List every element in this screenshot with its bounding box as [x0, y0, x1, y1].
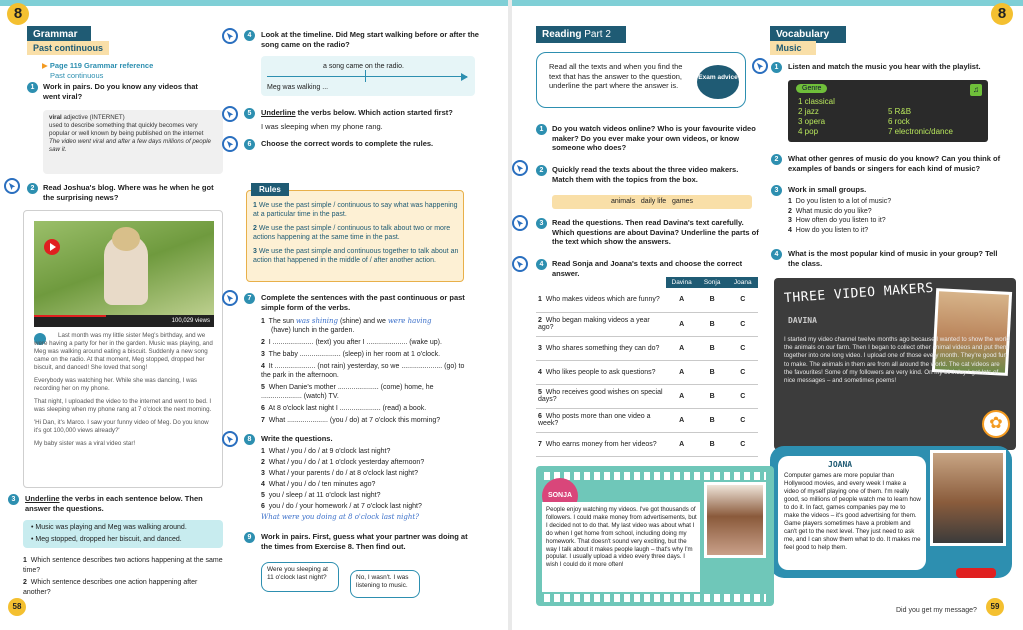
questions-table	[536, 277, 758, 457]
r3-number: 3	[536, 218, 547, 229]
section-label: Grammar	[27, 26, 91, 43]
answer-option[interactable]: B	[697, 432, 728, 456]
rules-box: Rules 1 We use the past simple / continuous to say what was happening at a particular time in the past. 2 We use the past simple / continuous to talk about two or more actions happening at the same time in the past. 3 We use the past simple and continuous together to talk about an action that happened in the middle of / after another action.	[246, 190, 464, 282]
ex3-questions: 1 Which sentence describes two actions happening at the same time? 2 Which sentence describes one action happening after another?	[23, 557, 223, 596]
exam-tip-box: Read all the texts and when you find the text that has the answer to the question, underline the part where the answer is. Exam advice	[536, 52, 746, 108]
question-row	[536, 360, 758, 384]
film-strip	[544, 594, 766, 602]
cursor-icon[interactable]	[222, 106, 238, 122]
ex3-instruction: Underline the verbs in each sentence below. Then answer the questions.	[25, 494, 203, 513]
davina-text: I started my video channel twelve months ago because I wanted to show the world the animals on our farm. Then I began to collect other animal videos and put them together into one long video. I upload one of those every month. They're good fun to make. The animals in them are from all around the world. The cat videos are the favourites! Some of my followers are very kind. On my birthday I get lots of nice messages – and sometimes poems!	[784, 336, 1010, 385]
question-text: 3 Who shares something they can do?	[536, 336, 666, 360]
v2-number: 2	[771, 154, 782, 165]
answer-option[interactable]: C	[727, 432, 758, 456]
answer-option[interactable]: B	[697, 336, 728, 360]
answer-option[interactable]: B	[697, 408, 728, 432]
answer-option[interactable]: C	[727, 384, 758, 408]
topics-box: animals daily life games	[552, 195, 752, 209]
answer-option[interactable]: B	[697, 312, 728, 336]
answer-option[interactable]: B	[697, 288, 728, 312]
question-row	[536, 312, 758, 336]
sonja-text: People enjoy watching my videos. I've got thousands of followers. I could make money from advertisements, but I decided not to do that. My last video was about what I do when I get home from school, including doing my homework. That doesn't sound very exciting, but the way I talk about it makes people laugh – that's why I'm popular. I usually upload a video every three days. I wish I could do it more often!	[546, 506, 697, 569]
r2-number: 2	[536, 165, 547, 176]
v4-instruction: What is the most popular kind of music in your group? Tell the class.	[788, 249, 998, 268]
r1-number: 1	[536, 124, 547, 135]
ex8-number: 8	[244, 434, 255, 445]
answer-option[interactable]: B	[697, 384, 728, 408]
v1-number: 1	[771, 62, 782, 73]
music-icon: ♫	[970, 84, 982, 96]
cursor-icon[interactable]	[222, 431, 238, 447]
cursor-icon[interactable]	[512, 256, 528, 272]
ex1-number: 1	[27, 82, 38, 93]
joana-text: Computer games are more popular than Hollywood movies, and every week I make a video of myself playing one of them. I'm really good, so millions of people watch me to learn how to do it. In fact, games companies pay me to make the videos – it's good advertising for them. Game players sometimes have a problem and can't get to the next level. They just need to ask me, and I can show them what to do. It makes me feel good to help them.	[784, 472, 921, 551]
v3-instruction: Work in small groups.	[788, 185, 867, 194]
question-row	[536, 384, 758, 408]
exam-advice-badge: Exam advice	[697, 65, 739, 99]
reading-label: Reading Part 2	[536, 26, 626, 43]
question-text: 4 Who likes people to ask questions?	[536, 360, 666, 384]
ex5-instruction: Underline the verbs below. Which action started first?	[261, 108, 453, 117]
answer-option[interactable]: A	[666, 408, 697, 432]
ex9-instruction: Work in pairs. First, guess what your partner was doing at the times from Exercise 8. Then find out.	[261, 532, 468, 551]
top-bar	[0, 0, 508, 6]
unit-number: 8	[7, 3, 29, 25]
answer-option[interactable]: A	[666, 336, 697, 360]
blog-paragraph: That night, I uploaded the video to the internet and went to bed. I was sleeping when my phone rang at 7 o'clock the next morning.	[34, 398, 212, 413]
ex2-instruction: Read Joshua's blog. Where was he when he got the surprising news?	[43, 183, 214, 202]
ex1-instruction: Work in pairs. Do you know any videos that went viral?	[43, 82, 198, 101]
cursor-icon[interactable]	[222, 290, 238, 306]
answer-option[interactable]: B	[697, 360, 728, 384]
answer-option[interactable]: A	[666, 360, 697, 384]
sonja-photo	[704, 482, 766, 558]
question-row	[536, 432, 758, 456]
v3-number: 3	[771, 185, 782, 196]
joana-card	[770, 446, 1012, 578]
answer-option[interactable]: A	[666, 384, 697, 408]
r3-instruction: Read the questions. Then read Davina's text carefully. Which questions are about Davina? Underline the parts of the text which show the answers.	[552, 218, 759, 246]
answer-option[interactable]: C	[727, 288, 758, 312]
ex6-number: 6	[244, 139, 255, 150]
blog-paragraph: Last month was my little sister Meg's birthday, and we were having a party for her in the garden. Music was playing, and Meg was walking around eating a biscuit. Suddenly a new song came on the radio. At that moment, Meg stopped, dropped her biscuit, and danced! She loved that song!	[34, 332, 213, 371]
subsection-label: Past continuous	[27, 41, 109, 55]
controller-shape	[956, 568, 996, 578]
ex3-sentences-box: • Music was playing and Meg was walking around. • Meg stopped, dropped her biscuit, and danced.	[23, 520, 223, 548]
right-page	[512, 0, 1023, 630]
answer-option[interactable]: C	[727, 360, 758, 384]
joana-name: JOANA	[828, 460, 853, 469]
answer-option[interactable]: A	[666, 432, 697, 456]
ex7-instruction: Complete the sentences with the past continuous or past simple form of the verbs.	[261, 293, 465, 312]
film-strip	[544, 472, 766, 480]
answer-option[interactable]: C	[727, 312, 758, 336]
question-text: 2 Who began making videos a year ago?	[536, 312, 666, 336]
blog-paragraph: Everybody was watching her. While she was dancing, I was recording her on my phone.	[34, 377, 198, 392]
playlist-title: Genre	[796, 84, 827, 93]
answer-option[interactable]: A	[666, 312, 697, 336]
three-video-makers-title: THREE VIDEO MAKERS	[783, 280, 935, 307]
question-text: 6 Who posts more than one video a week?	[536, 408, 666, 432]
question-text: 1 Who makes videos which are funny?	[536, 288, 666, 312]
cursor-icon[interactable]	[222, 28, 238, 44]
cursor-icon[interactable]	[752, 58, 768, 74]
v4-number: 4	[771, 249, 782, 260]
ex6-instruction: Choose the correct words to complete the rules.	[261, 139, 434, 148]
answer-option[interactable]: C	[727, 408, 758, 432]
speech-bubble: Were you sleeping at 11 o'clock last night?	[261, 562, 339, 592]
joana-photo	[930, 450, 1006, 546]
question-text: 7 Who earns money from her videos?	[536, 432, 666, 456]
header-sonja: Sonja	[697, 277, 728, 288]
davina-name: DAVINA	[788, 316, 817, 325]
rules-title: Rules	[251, 183, 289, 196]
page-number: 59	[986, 598, 1004, 616]
paw-icon: ✿	[982, 410, 1010, 438]
v1-instruction: Listen and match the music you hear with the playlist.	[788, 62, 981, 71]
footer-text: Did you get my message?	[896, 607, 977, 614]
page-number: 58	[8, 598, 26, 616]
v2-instruction: What other genres of music do you know? Can you think of examples of bands or singers for each kind of music?	[788, 154, 1001, 173]
ex9-number: 9	[244, 532, 255, 543]
grammar-reference[interactable]: ▶ Page 119 Grammar reference Past continuous	[42, 61, 154, 80]
answer-option[interactable]: A	[666, 288, 697, 312]
ex4-number: 4	[244, 30, 255, 41]
cursor-icon[interactable]	[222, 136, 238, 152]
ex5-sentence: I was sleeping when my phone rang.	[261, 122, 383, 131]
r2-instruction: Quickly read the texts about the three video makers. Match them with the topics from the box.	[552, 165, 739, 184]
timeline-box: a song came on the radio. Meg was walking ...	[261, 56, 475, 96]
child-head	[112, 227, 140, 251]
vocab-label: Vocabulary	[770, 26, 846, 43]
header-joana: Joana	[727, 277, 758, 288]
ex3-number: 3	[8, 494, 19, 505]
blog-box	[23, 210, 223, 488]
ex7-items: 1 The sun was shining (shine) and we were having (have) lunch in the garden. 2 I ..................... (text) you after I ..................... (wake up). 3 The baby ..................... (sleep) in her room at 1 o'clock. 4 It ..................... (not rain) yesterday, so we ..................... (go) to the park in the afternoon. 5 When Danie's mother ..................... (come) home, he ..................... (watch) TV. 6 At 8 o'clock last night I ..................... (read) a book. 7 What ..................... (you / do) at 7 o'clock this morning?	[261, 317, 465, 424]
r4-number: 4	[536, 259, 547, 270]
music-label: Music	[770, 41, 816, 55]
video-thumbnail[interactable]	[34, 221, 214, 327]
playlist-col-2: 5 R&B 6 rock 7 electronic/dance	[888, 107, 953, 136]
cursor-icon[interactable]	[4, 178, 20, 194]
r1-instruction: Do you watch videos online? Who is your favourite video maker? Do you ever make your own videos, or know someone who does?	[552, 124, 756, 152]
sonja-name: SONJA	[542, 478, 578, 514]
blog-paragraph: 'Hi Dan, it's Marco. I saw your funny video of Meg. Do you know it's got 100,000 views already?'	[34, 419, 209, 434]
ex8-instruction: Write the questions.	[261, 434, 333, 443]
v3-questions: 1 Do you listen to a lot of music? 2 What music do you like? 3 How often do you listen to it? 4 How do you listen to it?	[788, 198, 892, 234]
left-page	[0, 0, 508, 630]
question-text: 5 Who receives good wishes on special days?	[536, 384, 666, 408]
ex5-number: 5	[244, 108, 255, 119]
unit-number: 8	[991, 3, 1013, 25]
playlist-col-1: 1 classical 2 jazz 3 opera 4 pop	[798, 97, 835, 136]
top-bar	[512, 0, 1023, 6]
ex2-number: 2	[27, 183, 38, 194]
definition-box: viral adjective (INTERNET) used to describe something that quickly becomes very popular or well known by being published on the internet The video went viral and after a few days millions of people saw it.	[43, 110, 223, 174]
cursor-icon[interactable]	[512, 215, 528, 231]
ex4-instruction: Look at the timeline. Did Meg start walking before or after the song came on the radio?	[261, 30, 479, 49]
sonja-card	[536, 466, 774, 606]
blog-paragraph: My baby sister was a viral video star!	[34, 440, 136, 447]
r4-instruction: Read Sonja and Joana's texts and choose the correct answer.	[552, 259, 743, 278]
speech-bubble: No, I wasn't. I was listening to music.	[350, 570, 420, 598]
ex8-items: 1 What / you / do / at 9 o'clock last night? 2 What / you / do / at 1 o'clock yesterday afternoon? 3 What / your parents / do / at 8 o'clock last night? 4 What / you / do / ten minutes ago? 5 you / sleep / at 11 o'clock last night? 6 you / do / your homework / at 7 o'clock last night? What were you doing at 8 o'clock last night?	[261, 448, 425, 521]
cursor-icon[interactable]	[512, 160, 528, 176]
ex7-number: 7	[244, 293, 255, 304]
header-davina: Davina	[666, 277, 697, 288]
answer-option[interactable]: C	[727, 336, 758, 360]
play-icon[interactable]	[44, 239, 60, 255]
video-bar[interactable]: 100,029 views	[34, 315, 214, 327]
question-row	[536, 336, 758, 360]
playlist-screen	[788, 80, 988, 142]
davina-card	[774, 278, 1016, 450]
question-row	[536, 288, 758, 312]
question-row	[536, 408, 758, 432]
